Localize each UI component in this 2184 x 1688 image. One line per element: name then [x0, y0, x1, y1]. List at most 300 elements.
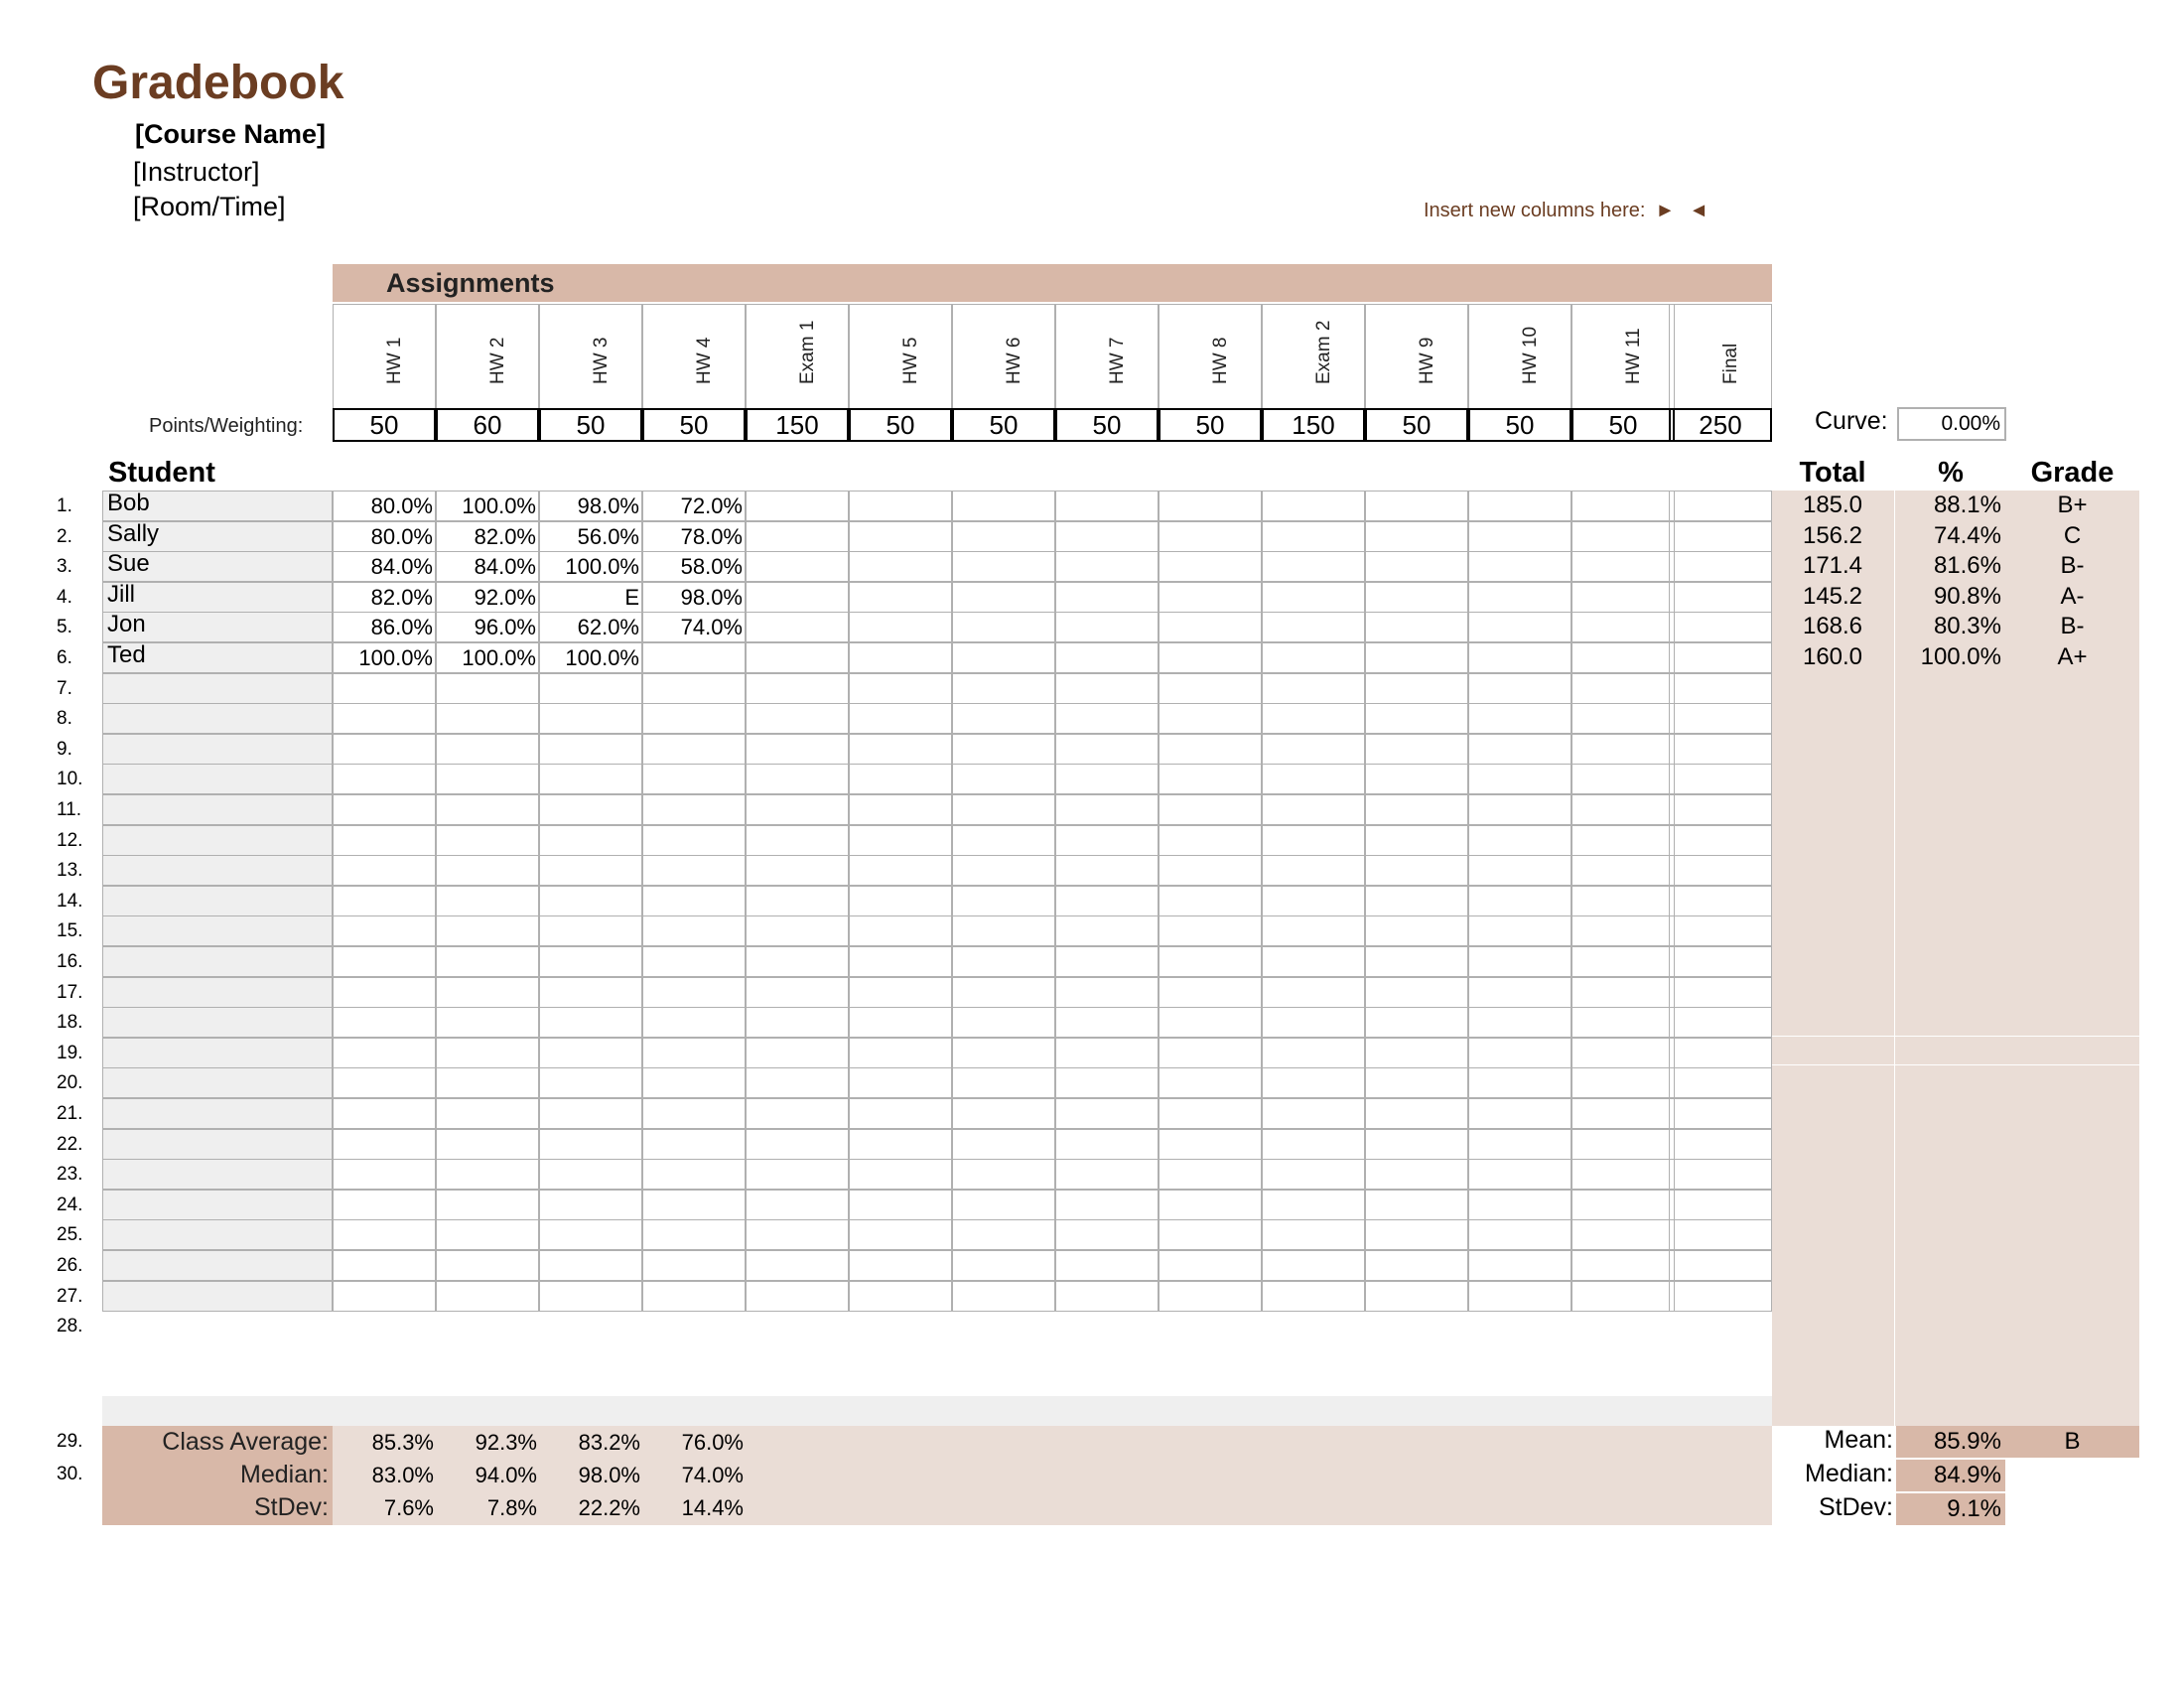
score-cell[interactable]	[642, 1250, 746, 1281]
score-cell[interactable]: 92.0%	[436, 582, 539, 613]
assignment-header-cell[interactable]	[1262, 304, 1365, 409]
score-cell[interactable]	[436, 977, 539, 1008]
score-cell[interactable]	[1571, 551, 1675, 582]
score-cell[interactable]	[1669, 1190, 1772, 1220]
score-cell[interactable]	[333, 825, 436, 856]
score-cell[interactable]	[333, 1067, 436, 1098]
score-cell[interactable]	[1262, 521, 1365, 552]
score-cell[interactable]	[952, 1281, 1055, 1312]
score-cell[interactable]	[746, 1007, 849, 1038]
score-cell[interactable]: 82.0%	[333, 582, 436, 613]
score-cell[interactable]	[1365, 764, 1468, 794]
score-cell[interactable]	[849, 703, 952, 734]
student-name-cell[interactable]: Bob	[102, 491, 333, 521]
score-cell[interactable]	[1571, 521, 1675, 552]
score-cell[interactable]	[1669, 582, 1772, 613]
score-cell[interactable]: 100.0%	[539, 642, 642, 673]
score-cell[interactable]	[1055, 1067, 1159, 1098]
score-cell[interactable]	[539, 1098, 642, 1129]
score-cell[interactable]	[1262, 1038, 1365, 1068]
score-cell[interactable]: 84.0%	[436, 551, 539, 582]
score-cell[interactable]	[1468, 855, 1571, 886]
score-cell[interactable]	[539, 977, 642, 1008]
score-cell[interactable]	[952, 1067, 1055, 1098]
score-cell[interactable]	[1262, 1250, 1365, 1281]
score-cell[interactable]	[1159, 734, 1262, 765]
score-cell[interactable]	[436, 915, 539, 946]
score-cell[interactable]	[952, 1250, 1055, 1281]
score-cell[interactable]	[1571, 734, 1675, 765]
score-cell[interactable]	[436, 855, 539, 886]
score-cell[interactable]	[1055, 1250, 1159, 1281]
score-cell[interactable]: 100.0%	[539, 551, 642, 582]
score-cell[interactable]	[1571, 612, 1675, 642]
points-cell[interactable]: 50	[1468, 408, 1571, 442]
score-cell[interactable]	[539, 825, 642, 856]
score-cell[interactable]	[1468, 582, 1571, 613]
score-cell[interactable]	[1262, 1067, 1365, 1098]
score-cell[interactable]	[1571, 642, 1675, 673]
score-cell[interactable]	[1468, 1219, 1571, 1250]
score-cell[interactable]	[642, 855, 746, 886]
score-cell[interactable]: 80.0%	[333, 491, 436, 521]
score-cell[interactable]	[952, 1159, 1055, 1190]
score-cell[interactable]	[1669, 946, 1772, 977]
score-cell[interactable]	[1365, 915, 1468, 946]
score-cell[interactable]	[1159, 855, 1262, 886]
score-cell[interactable]	[1262, 1190, 1365, 1220]
score-cell[interactable]	[1055, 703, 1159, 734]
score-cell[interactable]	[1365, 886, 1468, 916]
score-cell[interactable]	[539, 1038, 642, 1068]
score-cell[interactable]	[1669, 1281, 1772, 1312]
score-cell[interactable]	[1669, 734, 1772, 765]
student-name-cell[interactable]	[102, 1281, 333, 1312]
score-cell[interactable]	[1468, 703, 1571, 734]
score-cell[interactable]	[1365, 1129, 1468, 1160]
score-cell[interactable]	[1669, 1067, 1772, 1098]
student-name-cell[interactable]	[102, 1067, 333, 1098]
score-cell[interactable]	[952, 551, 1055, 582]
score-cell[interactable]	[952, 582, 1055, 613]
student-name-cell[interactable]: Sue	[102, 551, 333, 582]
score-cell[interactable]	[849, 915, 952, 946]
instructor[interactable]: [Instructor]	[133, 157, 260, 187]
student-name-cell[interactable]	[102, 1098, 333, 1129]
assignment-header-cell[interactable]	[539, 304, 642, 409]
score-cell[interactable]	[436, 703, 539, 734]
score-cell[interactable]	[642, 1219, 746, 1250]
score-cell[interactable]	[1365, 612, 1468, 642]
score-cell[interactable]: 58.0%	[642, 551, 746, 582]
score-cell[interactable]: 98.0%	[642, 582, 746, 613]
score-cell[interactable]	[1159, 825, 1262, 856]
student-name-cell[interactable]	[102, 915, 333, 946]
score-cell[interactable]: 62.0%	[539, 612, 642, 642]
score-cell[interactable]	[952, 915, 1055, 946]
score-cell[interactable]	[1055, 673, 1159, 704]
score-cell[interactable]	[1365, 521, 1468, 552]
score-cell[interactable]	[952, 521, 1055, 552]
score-cell[interactable]	[746, 825, 849, 856]
score-cell[interactable]	[539, 673, 642, 704]
score-cell[interactable]	[1262, 946, 1365, 977]
score-cell[interactable]	[1055, 734, 1159, 765]
score-cell[interactable]	[746, 521, 849, 552]
score-cell[interactable]	[1262, 582, 1365, 613]
score-cell[interactable]	[1468, 551, 1571, 582]
student-name-cell[interactable]	[102, 825, 333, 856]
score-cell[interactable]	[642, 915, 746, 946]
score-cell[interactable]	[746, 612, 849, 642]
score-cell[interactable]	[333, 946, 436, 977]
score-cell[interactable]	[1468, 1190, 1571, 1220]
score-cell[interactable]	[952, 1007, 1055, 1038]
assignment-header-cell[interactable]	[849, 304, 952, 409]
room-time[interactable]: [Room/Time]	[133, 192, 286, 221]
score-cell[interactable]: 78.0%	[642, 521, 746, 552]
score-cell[interactable]	[1365, 1281, 1468, 1312]
score-cell[interactable]	[849, 1159, 952, 1190]
score-cell[interactable]	[849, 582, 952, 613]
score-cell[interactable]	[1468, 734, 1571, 765]
score-cell[interactable]	[952, 491, 1055, 521]
score-cell[interactable]	[952, 764, 1055, 794]
score-cell[interactable]	[1468, 825, 1571, 856]
score-cell[interactable]	[1262, 551, 1365, 582]
assignment-header-cell[interactable]	[436, 304, 539, 409]
score-cell[interactable]	[1055, 521, 1159, 552]
score-cell[interactable]	[539, 915, 642, 946]
score-cell[interactable]	[1365, 551, 1468, 582]
score-cell[interactable]	[333, 1250, 436, 1281]
score-cell[interactable]	[746, 582, 849, 613]
score-cell[interactable]	[642, 1038, 746, 1068]
assignment-header-cell[interactable]	[1055, 304, 1159, 409]
score-cell[interactable]	[1468, 915, 1571, 946]
score-cell[interactable]	[1262, 1281, 1365, 1312]
score-cell[interactable]	[436, 1129, 539, 1160]
score-cell[interactable]	[333, 977, 436, 1008]
score-cell[interactable]	[1262, 734, 1365, 765]
score-cell[interactable]	[849, 1129, 952, 1160]
assignment-header-cell[interactable]	[642, 304, 746, 409]
score-cell[interactable]	[952, 1219, 1055, 1250]
score-cell[interactable]	[746, 855, 849, 886]
score-cell[interactable]	[1468, 1159, 1571, 1190]
score-cell[interactable]	[1669, 794, 1772, 825]
student-name-cell[interactable]: Jill	[102, 582, 333, 613]
student-name-cell[interactable]: Jon	[102, 612, 333, 642]
score-cell[interactable]	[1055, 1007, 1159, 1038]
score-cell[interactable]	[1571, 1250, 1675, 1281]
assignment-header-cell[interactable]	[1468, 304, 1571, 409]
score-cell[interactable]	[642, 825, 746, 856]
score-cell[interactable]	[539, 1190, 642, 1220]
score-cell[interactable]: 84.0%	[333, 551, 436, 582]
score-cell[interactable]	[1262, 1098, 1365, 1129]
score-cell[interactable]	[1159, 703, 1262, 734]
score-cell[interactable]	[746, 703, 849, 734]
score-cell[interactable]	[1669, 855, 1772, 886]
score-cell[interactable]	[1468, 491, 1571, 521]
score-cell[interactable]	[746, 977, 849, 1008]
score-cell[interactable]	[1571, 855, 1675, 886]
student-name-cell[interactable]	[102, 1007, 333, 1038]
score-cell[interactable]	[746, 673, 849, 704]
student-name-cell[interactable]	[102, 977, 333, 1008]
score-cell[interactable]: 74.0%	[642, 612, 746, 642]
score-cell[interactable]	[436, 673, 539, 704]
score-cell[interactable]	[849, 1007, 952, 1038]
score-cell[interactable]	[1468, 794, 1571, 825]
score-cell[interactable]	[1365, 1219, 1468, 1250]
score-cell[interactable]	[1055, 1129, 1159, 1160]
score-cell[interactable]	[1159, 1219, 1262, 1250]
points-cell[interactable]: 150	[1262, 408, 1365, 442]
score-cell[interactable]	[1262, 612, 1365, 642]
score-cell[interactable]	[1468, 1129, 1571, 1160]
points-cell[interactable]: 50	[333, 408, 436, 442]
score-cell[interactable]	[1669, 1038, 1772, 1068]
score-cell[interactable]	[1571, 491, 1675, 521]
score-cell[interactable]	[1262, 1219, 1365, 1250]
score-cell[interactable]	[746, 1159, 849, 1190]
assignment-header-cell[interactable]	[1159, 304, 1262, 409]
score-cell[interactable]	[849, 673, 952, 704]
score-cell[interactable]	[1159, 1007, 1262, 1038]
score-cell[interactable]	[1468, 673, 1571, 704]
score-cell[interactable]	[952, 612, 1055, 642]
score-cell[interactable]	[1468, 977, 1571, 1008]
score-cell[interactable]	[1055, 642, 1159, 673]
student-name-cell[interactable]	[102, 673, 333, 704]
score-cell[interactable]	[642, 734, 746, 765]
score-cell[interactable]	[1055, 1098, 1159, 1129]
score-cell[interactable]	[1262, 1159, 1365, 1190]
score-cell[interactable]	[1468, 1038, 1571, 1068]
score-cell[interactable]	[1669, 642, 1772, 673]
score-cell[interactable]	[1159, 794, 1262, 825]
score-cell[interactable]	[1159, 977, 1262, 1008]
score-cell[interactable]	[436, 764, 539, 794]
score-cell[interactable]	[436, 1281, 539, 1312]
score-cell[interactable]	[333, 794, 436, 825]
assignment-header-cell[interactable]	[1365, 304, 1468, 409]
points-cell[interactable]: 150	[746, 408, 849, 442]
score-cell[interactable]	[1571, 794, 1675, 825]
score-cell[interactable]	[1669, 1159, 1772, 1190]
score-cell[interactable]	[1669, 521, 1772, 552]
score-cell[interactable]	[1055, 551, 1159, 582]
score-cell[interactable]	[1669, 1129, 1772, 1160]
score-cell[interactable]	[1159, 491, 1262, 521]
points-cell[interactable]: 50	[952, 408, 1055, 442]
score-cell[interactable]: 100.0%	[436, 642, 539, 673]
score-cell[interactable]	[1571, 946, 1675, 977]
score-cell[interactable]	[952, 1098, 1055, 1129]
score-cell[interactable]	[1365, 1159, 1468, 1190]
score-cell[interactable]	[1669, 703, 1772, 734]
score-cell[interactable]	[849, 886, 952, 916]
score-cell[interactable]	[1669, 886, 1772, 916]
score-cell[interactable]	[746, 794, 849, 825]
score-cell[interactable]	[333, 734, 436, 765]
curve-input[interactable]: 0.00%	[1897, 407, 2006, 441]
score-cell[interactable]	[1468, 1098, 1571, 1129]
score-cell[interactable]	[642, 886, 746, 916]
score-cell[interactable]	[746, 886, 849, 916]
score-cell[interactable]	[1571, 1067, 1675, 1098]
student-name-cell[interactable]	[102, 1250, 333, 1281]
score-cell[interactable]	[1365, 491, 1468, 521]
score-cell[interactable]: 80.0%	[333, 521, 436, 552]
score-cell[interactable]	[1262, 673, 1365, 704]
score-cell[interactable]	[642, 1098, 746, 1129]
score-cell[interactable]	[333, 1098, 436, 1129]
score-cell[interactable]	[952, 977, 1055, 1008]
score-cell[interactable]	[642, 1007, 746, 1038]
assignment-header-cell[interactable]	[333, 304, 436, 409]
score-cell[interactable]	[333, 1219, 436, 1250]
score-cell[interactable]	[436, 1219, 539, 1250]
score-cell[interactable]	[1159, 1067, 1262, 1098]
student-name-cell[interactable]	[102, 1190, 333, 1220]
score-cell[interactable]	[1571, 977, 1675, 1008]
score-cell[interactable]	[333, 703, 436, 734]
score-cell[interactable]	[1055, 794, 1159, 825]
score-cell[interactable]	[1159, 521, 1262, 552]
score-cell[interactable]	[849, 734, 952, 765]
score-cell[interactable]	[849, 1190, 952, 1220]
score-cell[interactable]	[1159, 1098, 1262, 1129]
score-cell[interactable]	[1159, 764, 1262, 794]
score-cell[interactable]	[1468, 1067, 1571, 1098]
score-cell[interactable]	[746, 1281, 849, 1312]
score-cell[interactable]	[1159, 582, 1262, 613]
score-cell[interactable]	[1468, 946, 1571, 977]
score-cell[interactable]	[1365, 582, 1468, 613]
score-cell[interactable]	[333, 915, 436, 946]
score-cell[interactable]	[1365, 825, 1468, 856]
score-cell[interactable]	[1669, 551, 1772, 582]
score-cell[interactable]	[952, 946, 1055, 977]
score-cell[interactable]	[333, 1038, 436, 1068]
score-cell[interactable]	[436, 734, 539, 765]
score-cell[interactable]	[333, 1159, 436, 1190]
score-cell[interactable]	[436, 1007, 539, 1038]
score-cell[interactable]	[1262, 1129, 1365, 1160]
score-cell[interactable]	[436, 1067, 539, 1098]
score-cell[interactable]	[1365, 703, 1468, 734]
score-cell[interactable]	[333, 1281, 436, 1312]
score-cell[interactable]	[849, 1250, 952, 1281]
assignment-header-cell[interactable]	[1669, 304, 1772, 409]
score-cell[interactable]	[642, 1190, 746, 1220]
score-cell[interactable]	[849, 794, 952, 825]
score-cell[interactable]	[1159, 1159, 1262, 1190]
score-cell[interactable]	[1159, 1250, 1262, 1281]
score-cell[interactable]	[1365, 1190, 1468, 1220]
score-cell[interactable]	[1571, 1159, 1675, 1190]
score-cell[interactable]	[642, 703, 746, 734]
score-cell[interactable]	[1669, 1250, 1772, 1281]
score-cell[interactable]	[1365, 855, 1468, 886]
score-cell[interactable]	[1669, 764, 1772, 794]
score-cell[interactable]	[1571, 582, 1675, 613]
score-cell[interactable]	[642, 1159, 746, 1190]
score-cell[interactable]	[849, 825, 952, 856]
score-cell[interactable]	[1571, 886, 1675, 916]
score-cell[interactable]	[849, 551, 952, 582]
student-name-cell[interactable]	[102, 946, 333, 977]
score-cell[interactable]	[849, 1281, 952, 1312]
score-cell[interactable]	[436, 1098, 539, 1129]
score-cell[interactable]	[746, 642, 849, 673]
course-name[interactable]: [Course Name]	[135, 119, 327, 149]
score-cell[interactable]	[849, 977, 952, 1008]
score-cell[interactable]	[436, 1250, 539, 1281]
score-cell[interactable]	[1055, 915, 1159, 946]
score-cell[interactable]	[1159, 673, 1262, 704]
score-cell[interactable]	[1669, 977, 1772, 1008]
score-cell[interactable]	[1262, 794, 1365, 825]
score-cell[interactable]	[642, 642, 746, 673]
score-cell[interactable]	[1669, 1219, 1772, 1250]
score-cell[interactable]	[849, 491, 952, 521]
points-cell[interactable]: 50	[642, 408, 746, 442]
score-cell[interactable]: 96.0%	[436, 612, 539, 642]
score-cell[interactable]	[539, 1159, 642, 1190]
score-cell[interactable]	[1262, 977, 1365, 1008]
score-cell[interactable]	[436, 886, 539, 916]
student-name-cell[interactable]	[102, 1159, 333, 1190]
score-cell[interactable]	[1055, 1281, 1159, 1312]
score-cell[interactable]	[1262, 1007, 1365, 1038]
score-cell[interactable]	[1468, 1250, 1571, 1281]
student-name-cell[interactable]	[102, 1129, 333, 1160]
score-cell[interactable]	[1571, 1129, 1675, 1160]
points-cell[interactable]: 50	[539, 408, 642, 442]
score-cell[interactable]	[746, 1038, 849, 1068]
score-cell[interactable]	[436, 1159, 539, 1190]
score-cell[interactable]	[436, 794, 539, 825]
student-name-cell[interactable]	[102, 734, 333, 765]
score-cell[interactable]	[1669, 491, 1772, 521]
score-cell[interactable]	[1669, 1007, 1772, 1038]
score-cell[interactable]: 86.0%	[333, 612, 436, 642]
score-cell[interactable]	[1262, 491, 1365, 521]
score-cell[interactable]	[1365, 1250, 1468, 1281]
score-cell[interactable]	[952, 734, 1055, 765]
score-cell[interactable]: 100.0%	[436, 491, 539, 521]
score-cell[interactable]	[1669, 673, 1772, 704]
score-cell[interactable]	[333, 1129, 436, 1160]
points-cell[interactable]: 50	[1365, 408, 1468, 442]
score-cell[interactable]	[642, 1281, 746, 1312]
score-cell[interactable]	[849, 764, 952, 794]
score-cell[interactable]	[1055, 764, 1159, 794]
score-cell[interactable]	[746, 1098, 849, 1129]
score-cell[interactable]	[1159, 946, 1262, 977]
score-cell[interactable]	[1571, 1281, 1675, 1312]
student-name-cell[interactable]	[102, 1219, 333, 1250]
score-cell[interactable]	[746, 1190, 849, 1220]
score-cell[interactable]	[1365, 1098, 1468, 1129]
score-cell[interactable]	[746, 551, 849, 582]
score-cell[interactable]	[746, 491, 849, 521]
score-cell[interactable]	[849, 642, 952, 673]
